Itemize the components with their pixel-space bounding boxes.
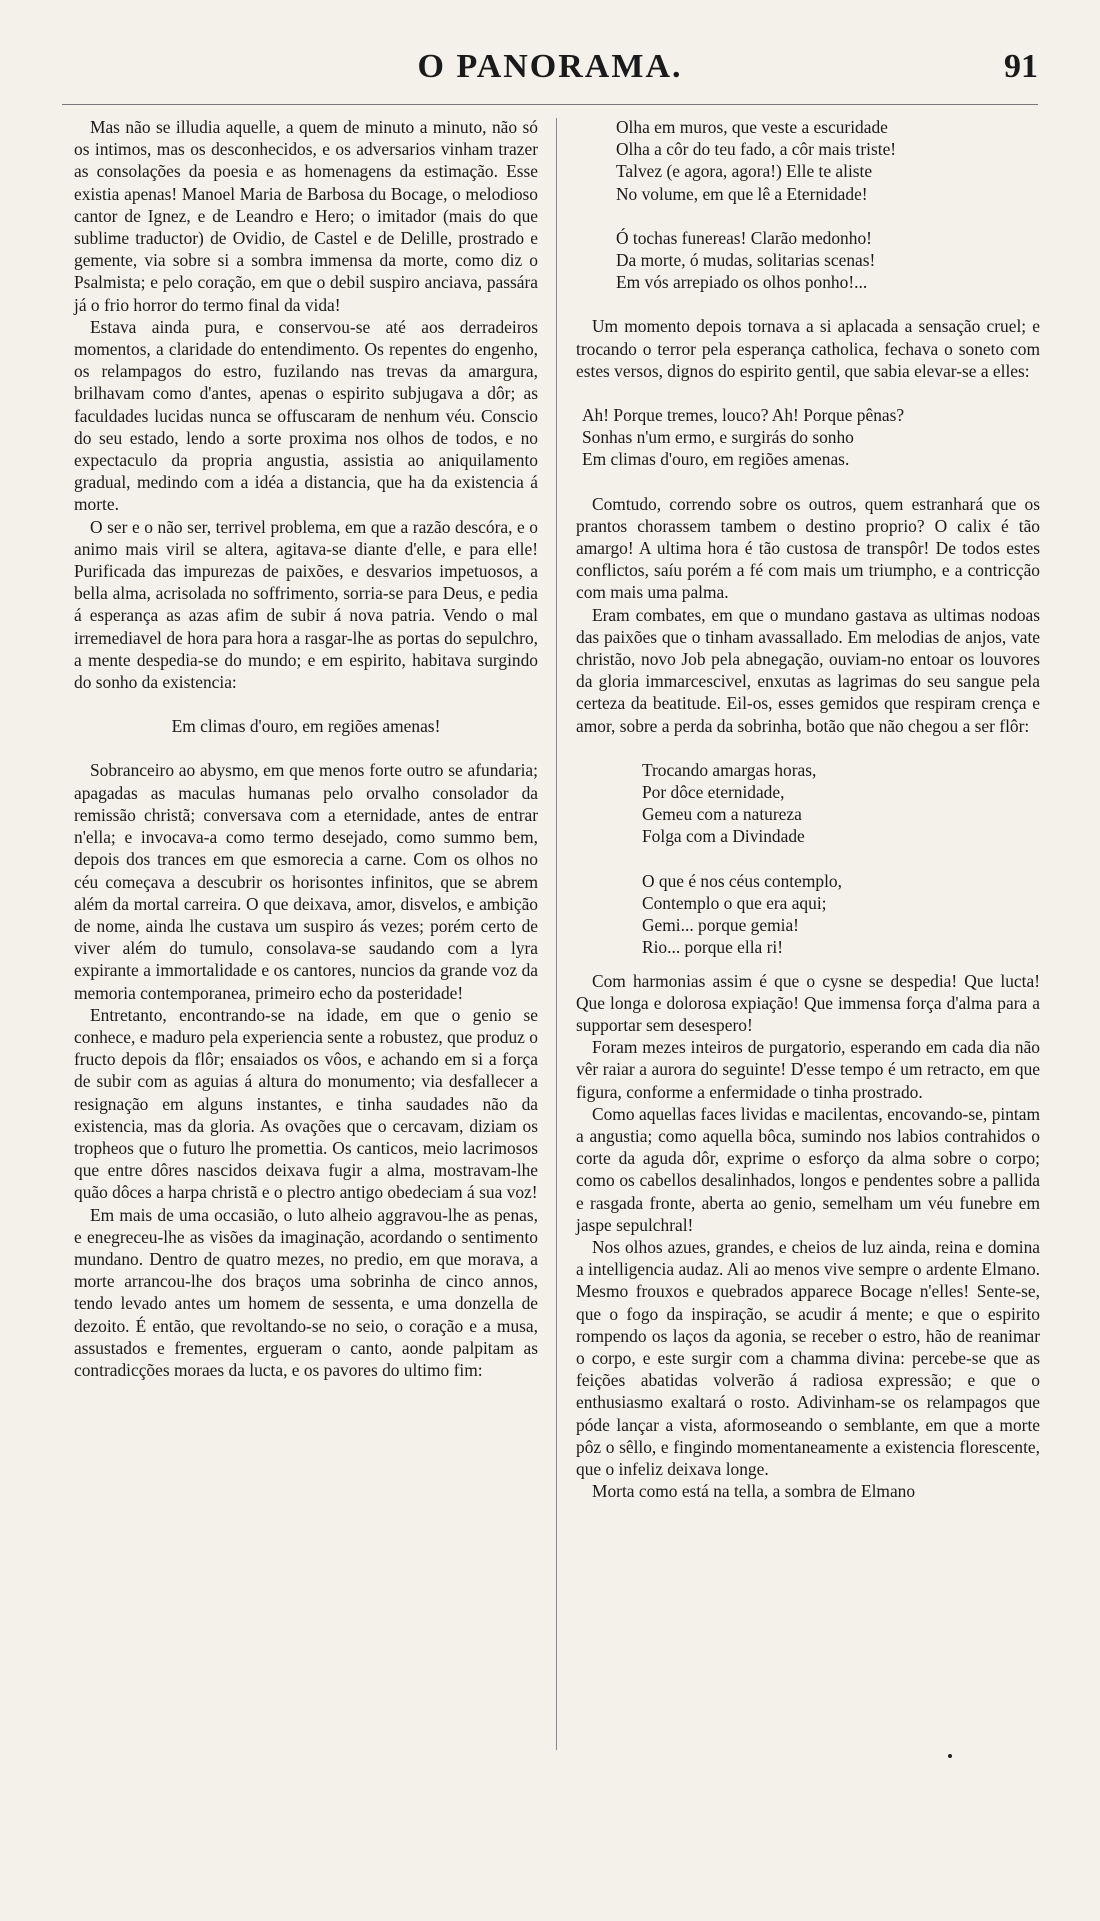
sonnet-stanza-2 <box>576 227 1040 294</box>
verse-line: O que é nos céus contemplo, <box>642 870 842 891</box>
verse-line: Gemeu com a natureza <box>642 804 802 825</box>
page-number: 91 <box>1004 48 1038 85</box>
paragraph: O ser e o não ser, terrivel problema, em que a razão descóra, e o animo mais viril se altera, agitava-se diante d'elle, e para elle! Purificada das impurezas de paixões, e desvarios impetuosos, a bella alma, acrisolada no soffrimento, sorria-se para Deus, e pedia á esperança as azas afim de subir á nova patria. Vendo o mal irremediavel de hora para hora a rasgar-lhe as portas do sepulchro, a mente despedia-se do mundo; e em espirito, habitava surgindo do sonho da existencia: <box>74 516 538 693</box>
verse-line: Rio... porque ella ri! <box>642 937 784 958</box>
paragraph: Com harmonias assim é que o cysne se despedia! Que lucta! Que longa e dolorosa expiação! Que immensa força d'alma para a supportar sem desespero! <box>576 970 1040 1035</box>
paragraph: Comtudo, correndo sobre os outros, quem estranhará que os prantos chorassem tambem o destino proprio? O calix é tão amargo! A ultima hora é tão custosa de transpôr! De todos estes conflictos, saíu porém a fé com mais um triumpho, e a contricção com mais uma palma. <box>576 493 1040 603</box>
verse-line: Por dôce eternidade, <box>642 782 785 803</box>
verse-line: Folga com a Divindade <box>642 826 805 847</box>
paragraph: Eram combates, em que o mundano gastava as ultimas nodoas das paixões que o tinham avassallado. Em melodias de anjos, vate christão, novo Job pela abnegação, ouviam-no entoar os louvores da gloria immarcescivel, enxutas as lagrimas do seu sangue pela certeza da beatitude. Eil-os, esses gemidos que respiram crença e amor, sobre a perda da sobrinha, botão que não chegou a ser flôr: <box>576 604 1040 736</box>
verse-line: Olha em muros, que veste a escuridade <box>616 117 888 137</box>
quatrain-2 <box>576 870 1040 959</box>
header-rule <box>62 104 1038 105</box>
sonnet-stanza-1 <box>576 116 1040 205</box>
verse-line: Olha a côr do teu fado, a côr mais triste! <box>616 139 897 160</box>
running-head <box>0 48 1100 98</box>
verse-line: Contemplo o que era aqui; <box>642 892 827 913</box>
paragraph: Morta como está na tella, a sombra de Elmano <box>592 1481 916 1502</box>
verse-line: Ah! Porque tremes, louco? Ah! Porque pênas? <box>582 405 905 426</box>
sonnet-ending <box>576 404 1040 471</box>
verse-line: Em climas d'ouro, em regiões amenas. <box>582 449 850 470</box>
page-title: O PANORAMA. <box>417 48 683 85</box>
verse-line: Ó tochas funereas! Clarão medonho! <box>616 227 872 248</box>
verse-line: No volume, em que lê a Eternidade! <box>616 183 868 204</box>
paragraph: Um momento depois tornava a si aplacada a sensação cruel; e trocando o terror pela esperança catholica, fechava o soneto com estes versos, dignos do espirito gentil, que sabia elevar-se a elles: <box>576 316 1040 381</box>
paragraph: Nos olhos azues, grandes, e cheios de luz ainda, reina e domina a intelligencia audaz. Ali ao menos vive sempre o ardente Elmano. Mesmo frouxos e quebrados apparece Bocage n'elles! Sente-se, que o fogo da inspiração, se acudir á mente; e que o espirito rompendo os laços da agonia, se receber o estro, hão de reanimar o corpo, e este surgir com a chamma divina: percebe-se que as feições abatidas volverão á radiosa expressão; e que o enthusiasmo exaltará o rosto. Adivinham-se os relampagos que póde lançar a vista, aformoseando o semblante, em que a morte pôz o sêllo, e fingindo momentaneamente a existencia florescente, que o infeliz deixava longe. <box>576 1236 1040 1479</box>
verse-line: Em vós arrepiado os olhos ponho!... <box>616 272 868 293</box>
paragraph: Mas não se illudia aquelle, a quem de minuto a minuto, não só os intimos, mas os desconhecidos, e os adversarios vinham trazer as consolações da poesia e as homenagens da estimação. Esse existia apenas! Manoel Maria de Barbosa du Bocage, o melodioso cantor de Ignez, e de Leandro e Hero; o imitador (mais do que sublime traductor) de Ovidio, de Castel e de Delille, prostrado e gemente, via sobre si a sombra immensa da morte, como diz o Psalmista; e pelo coração, em que o debil suspiro anciava, passára já o frio horror do termo final da vida! <box>74 117 538 315</box>
verse-line: Trocando amargas horas, <box>642 759 817 780</box>
paragraph: Como aquellas faces lividas e macilentas, encovando-se, pintam a angustia; como aquella bôca, sumindo nos labios contrahidos o corte da aguda dôr, exprime o esforço da alma sobre o corpo; como os cabellos desalinhados, longos e pendentes sobre a pallida e rasgada fronte, aberta ao genio, semelham um véu funebre em jaspe sepulchral! <box>576 1103 1040 1235</box>
quoted-verse: Em climas d'ouro, em regiões amenas! <box>171 716 441 737</box>
paragraph: Estava ainda pura, e conservou-se até aos derradeiros momentos, a claridade do entendimento. Os repentes do engenho, os relampagos do estro, fuzilando nas trevas da amargura, brilhavam como d'antes, apenas o espirito subjugava a dôr; as faculdades lucidas nunca se offuscaram de nenhum véu. Conscio do seu estado, lendo a sorte proxima nos olhos de todos, e no expectaculo da propria angustia, assistia ao aniquilamento gradual, medindo com a idéa a distancia, que ha da existencia á morte. <box>74 316 538 515</box>
left-column <box>74 116 538 1381</box>
column-divider <box>556 118 557 1750</box>
paragraph: Em mais de uma occasião, o luto alheio aggravou-lhe as penas, e enegreceu-lhe as visões da imaginação, acordando o sentimento mundano. Dentro de quatro mezes, no predio, em que morava, a morte arrancou-lhe dos braços uma sobrinha de cinco annos, tendo levado antes um homem de sessenta, e uma donzella de dezoito. É então, que revoltando-se no seio, o coração e a musa, assustados e frementes, ergueram o canto, aonde palpitam as contradicções moraes da lucta, e os pavores do ultimo fim: <box>74 1204 538 1380</box>
verse-line: Da morte, ó mudas, solitarias scenas! <box>616 250 876 271</box>
paragraph: Entretanto, encontrando-se na idade, em que o genio se conhece, e maduro pela experiencia sente a robustez, que produz o fructo depois da flôr; ensaiados os vôos, e achando em si a força de subir com as aguias á altura do monumento; via desfallecer a resignação em alguns instantes, e tinha saudades não da existencia, mas da gloria. As ovações que o cercavam, diziam os tropheos que o futuro lhe promettia. Os canticos, meio lacrimosos que entre dôres nascidos deixava fugir a alma, mostravam-lhe quão dôces a harpa christã e o plectro antigo obedeciam á sua voz! <box>74 1004 538 1203</box>
ink-dot <box>948 1754 952 1758</box>
verse-line: Talvez (e agora, agora!) Elle te aliste <box>616 161 873 182</box>
verse-line: Sonhas n'um ermo, e surgirás do sonho <box>582 427 854 448</box>
verse-line: Gemi... porque gemia! <box>642 915 799 936</box>
paragraph: Sobranceiro ao abysmo, em que menos forte outro se afundaria; apagadas as maculas humanas pelo orvalho consolador da remissão christã; conversava com a eternidade, antes de entrar n'ella; e invocava-a como termo desejado, como summo bem, depois dos trances em que esmorecia a carne. Com os olhos no céu começava a descubrir os horisontes infinitos, que se abrem além da mortal carreira. O que deixava, amor, disvelos, e ambição de nome, ainda lhe custava um suspiro ás vezes; porém certo de viver além do tumulo, consolava-se saudando com a lyra expirante a immortalidade e os cantores, nuncios da grande voz da memoria contemporanea, primeiro echo da posteridade! <box>74 760 538 1003</box>
quatrain-1 <box>576 759 1040 848</box>
paragraph: Foram mezes inteiros de purgatorio, esperando em cada dia não vêr raiar a aurora do seguinte! D'esse tempo é um retracto, em que figura, conforme a enfermidade o tinha prostrado. <box>576 1037 1040 1102</box>
right-column <box>576 116 1040 1502</box>
